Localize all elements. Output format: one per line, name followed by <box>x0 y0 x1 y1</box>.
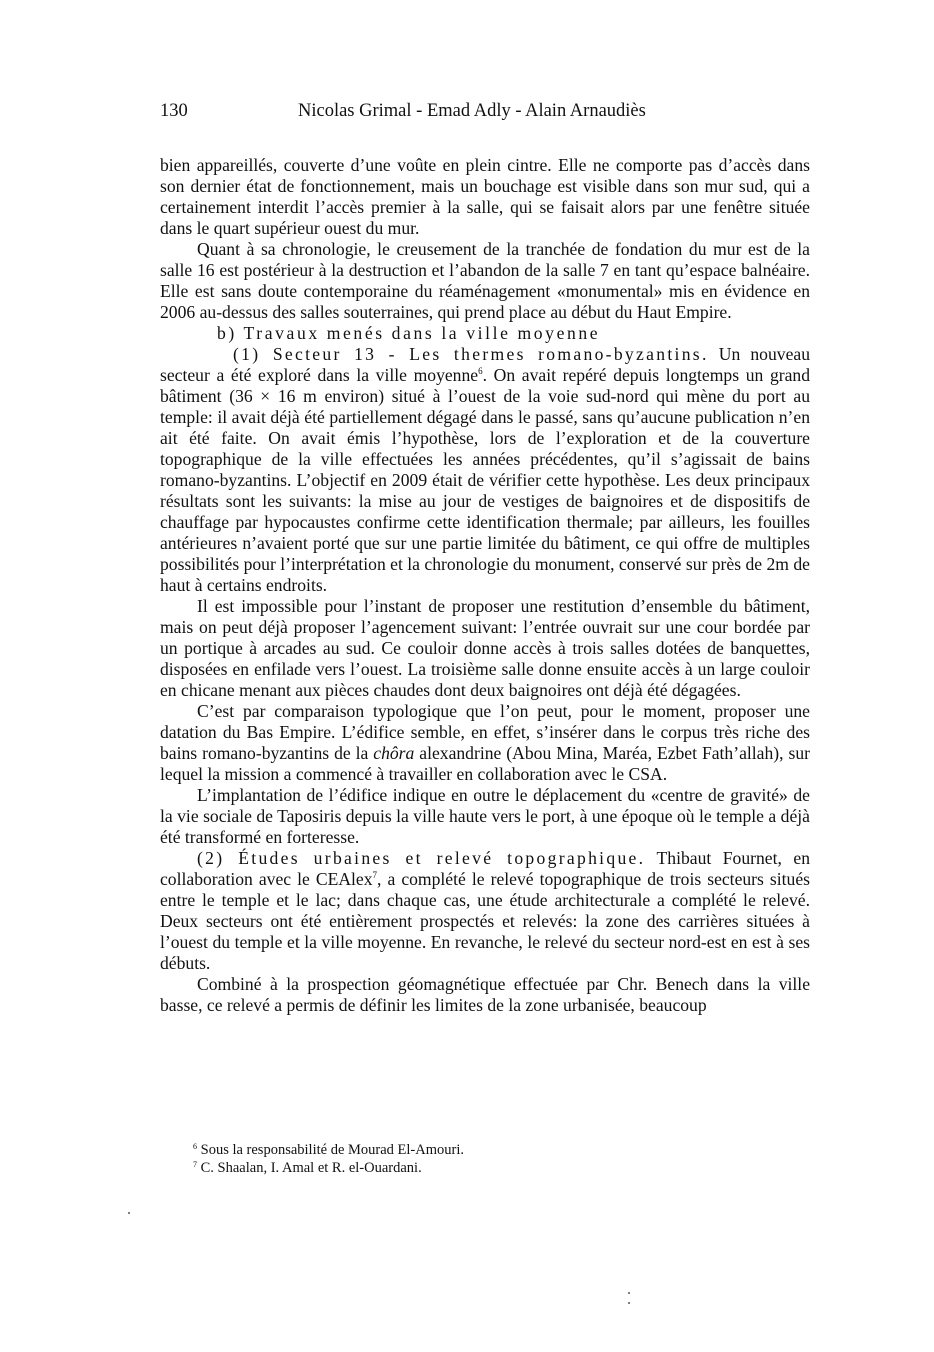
paragraph: Il est impossible pour l’instant de proposer une restitution d’ensemble du bâtiment, mais on peut déjà proposer l’agencement suivant: l’entrée ouvrait sur une cour bordée par un portique à arcades au sud. Ce couloir donne accès à trois salles dotées de banquettes, disposées en enfilade vers l’ouest. La troisième salle donne ensuite accès à un large couloir en chicane menant aux pièces chaudes dont deux baignoires ont déjà été dégagées. <box>160 596 810 700</box>
subsection-heading: (1) Secteur 13 - Les thermes romano-byzantins. <box>233 344 709 364</box>
page-number: 130 <box>160 101 188 121</box>
italic-term: chôra <box>373 743 415 763</box>
subsection-heading: (2) Études urbaines et relevé topographique. <box>197 848 646 868</box>
page-header <box>160 101 810 125</box>
paragraph-text: alexandrine (Abou Mina, Maréa, Ezbet Fath’allah), sur lequel la mission a commencé à travailler en collaboration avec le CSA. <box>160 743 810 784</box>
paragraph: Quant à sa chronologie, le creusement de la tranchée de fondation du mur est de la salle 16 est postérieur à la destruction et l’abandon de la salle 7 en tant qu’espace balnéaire. Elle est sans doute contemporaine du réaménagement «monumental» mis en évidence en 2006 au-dessus des salles souterraines, qui prend place au début du Haut Empire. <box>160 239 810 322</box>
footnote-mark: 7 <box>193 1160 197 1169</box>
paragraph <box>160 344 810 596</box>
paragraph-text: C’est par comparaison typologique que l’on peut, pour le moment, proposer une datation du Bas Empire. L’édifice semble, en effet, s’insérer dans le corpus très riche des bains romano-byzantins de la <box>160 701 810 763</box>
scan-speck <box>628 1302 630 1304</box>
paragraph-text: , a complété le relevé topographique de trois secteurs situés entre le temple et le lac; dans chaque cas, une étude architecturale a complété le relevé. Deux secteurs ont été entièrement prospectés et relevés: la zone des carrières situées à l’ouest du temple et la ville moyenne. En revanche, le relevé du secteur nord-est en est à ses débuts. <box>160 869 810 973</box>
footnote <box>193 1159 693 1177</box>
paragraph <box>160 701 810 785</box>
paragraph-text: Un nouveau secteur a été exploré dans la ville moyenne <box>160 344 810 385</box>
paragraph-text: . On avait repéré depuis longtemps un grand bâtiment (36 × 16 m environ) situé à l’ouest de la voie sud-nord qui mène du port au temple: il avait déjà été partiellement dégagé dans le passé, sans qu’aucune publication n’en ait été faite. On avait émis l’hypothèse, lors de l’exploration et de la couverture topographique de la ville effectuées les années précédentes, qu’il s’agissait de bains romano-byzantins. L’objectif en 2009 était de vérifier cette hypothèse. Les deux principaux résultats sont les suivants: la mise au jour de vestiges de baignoires et de dispositifs de chauffage par hypocaustes confirme cette identification thermale; par ailleurs, les fouilles antérieures n’avaient porté que sur une partie limitée du bâtiment, ce qui offre de multiples possibilités pour l’interprétation et la chronologie du monument, conservé sur près de 2m de haut à certains endroits. <box>160 365 811 595</box>
section-heading: b) Travaux menés dans la ville moyenne <box>217 323 601 343</box>
footnote <box>193 1141 693 1159</box>
paragraph: bien appareillés, couverte d’une voûte en plein cintre. Elle ne comporte pas d’accès dans son dernier état de fonctionnement, mais un bouchage est visible dans son mur sud, qui a certainement interdit l’accès premier à la salle, qui se faisait alors par une fenêtre située dans le quart supérieur ouest du mur. <box>160 155 810 238</box>
scan-speck <box>628 1292 630 1294</box>
footnotes <box>193 1141 693 1177</box>
body-text <box>160 155 810 1016</box>
footnote-text: Sous la responsabilité de Mourad El-Amouri. <box>200 1142 464 1158</box>
paragraph <box>160 848 810 974</box>
running-head: Nicolas Grimal - Emad Adly - Alain Arnaudiès <box>298 101 646 121</box>
footnote-reference: 6 <box>478 366 483 376</box>
footnote-mark: 6 <box>193 1142 197 1151</box>
paragraph: L’implantation de l’édifice indique en outre le déplacement du «centre de gravité» de la vie sociale de Taposiris depuis la ville haute vers le port, à une époque où le temple a déjà été transformé en forteresse. <box>160 785 810 847</box>
paragraph: Combiné à la prospection géomagnétique effectuée par Chr. Benech dans la ville basse, ce relevé a permis de définir les limites de la zone urbanisée, beaucoup <box>160 974 810 1015</box>
footnote-text: C. Shaalan, I. Amal et R. el-Ouardani. <box>200 1160 422 1176</box>
paragraph-text: Thibaut Fournet, en collaboration avec le CEAlex <box>160 848 810 889</box>
scan-speck <box>128 1212 130 1214</box>
footnote-reference: 7 <box>372 870 378 880</box>
